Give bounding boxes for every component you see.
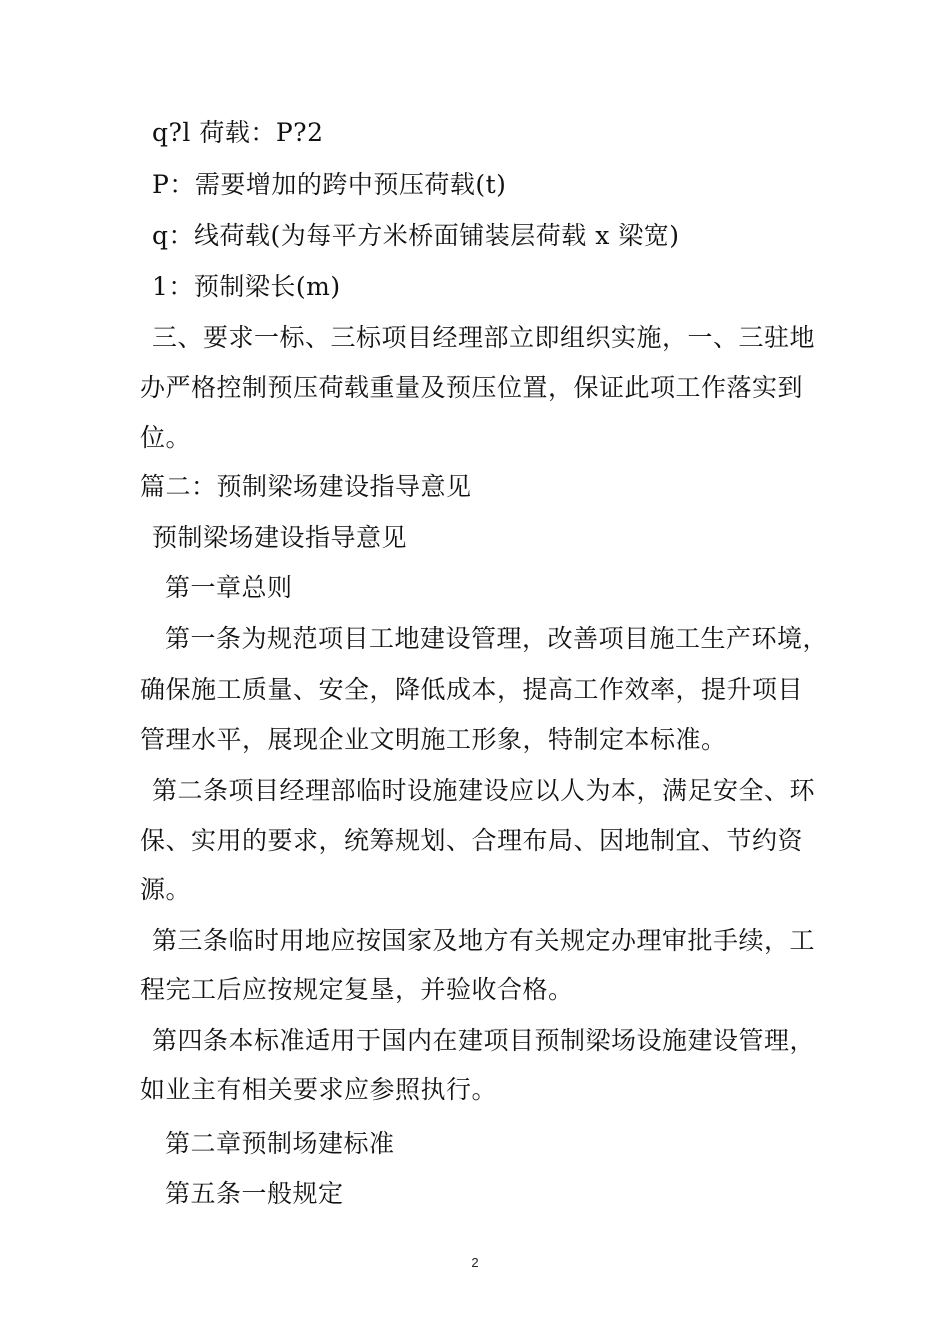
paragraph-line: 三、要求一标、三标项目经理部立即组织实施，一、三驻地 — [152, 323, 816, 352]
definition-p: P：需要增加的跨中预压荷载(t) — [152, 170, 507, 199]
paragraph-line: 办严格控制预压荷载重量及预压位置，保证此项工作落实到 — [140, 373, 804, 402]
formula-line: q?l 荷载：P?2 — [152, 118, 324, 147]
article-line: 第二条项目经理部临时设施建设应以人为本，满足安全、环 — [152, 776, 816, 805]
article-line: 确保施工质量、安全，降低成本，提高工作效率，提升项目 — [140, 675, 804, 704]
article-line: 保、实用的要求，统筹规划、合理布局、因地制宜、节约资 — [140, 826, 804, 855]
chapter-heading: 第一章总则 — [165, 573, 293, 602]
article-line: 源。 — [140, 875, 192, 904]
page-number: 2 — [471, 1255, 479, 1270]
article-heading: 第五条一般规定 — [165, 1179, 344, 1208]
definition-q: q：线荷载(为每平方米桥面铺装层荷载 x 梁宽) — [152, 221, 680, 250]
chapter-heading: 第二章预制场建标准 — [165, 1129, 395, 1158]
article-line: 第四条本标准适用于国内在建项目预制梁场设施建设管理， — [152, 1026, 816, 1055]
article-line: 第三条临时用地应按国家及地方有关规定办理审批手续，工 — [152, 926, 816, 955]
article-line: 第一条为规范项目工地建设管理，改善项目施工生产环境， — [165, 624, 829, 653]
article-line: 程完工后应按规定复垦，并验收合格。 — [140, 975, 574, 1004]
article-line: 如业主有相关要求应参照执行。 — [140, 1075, 498, 1104]
paragraph-line: 位。 — [140, 423, 192, 452]
article-line: 管理水平，展现企业文明施工形象，特制定本标准。 — [140, 725, 727, 754]
section-heading: 篇二：预制梁场建设指导意见 — [140, 472, 472, 501]
definition-l: 1：预制梁长(m) — [152, 272, 341, 301]
document-title: 预制梁场建设指导意见 — [152, 523, 408, 552]
